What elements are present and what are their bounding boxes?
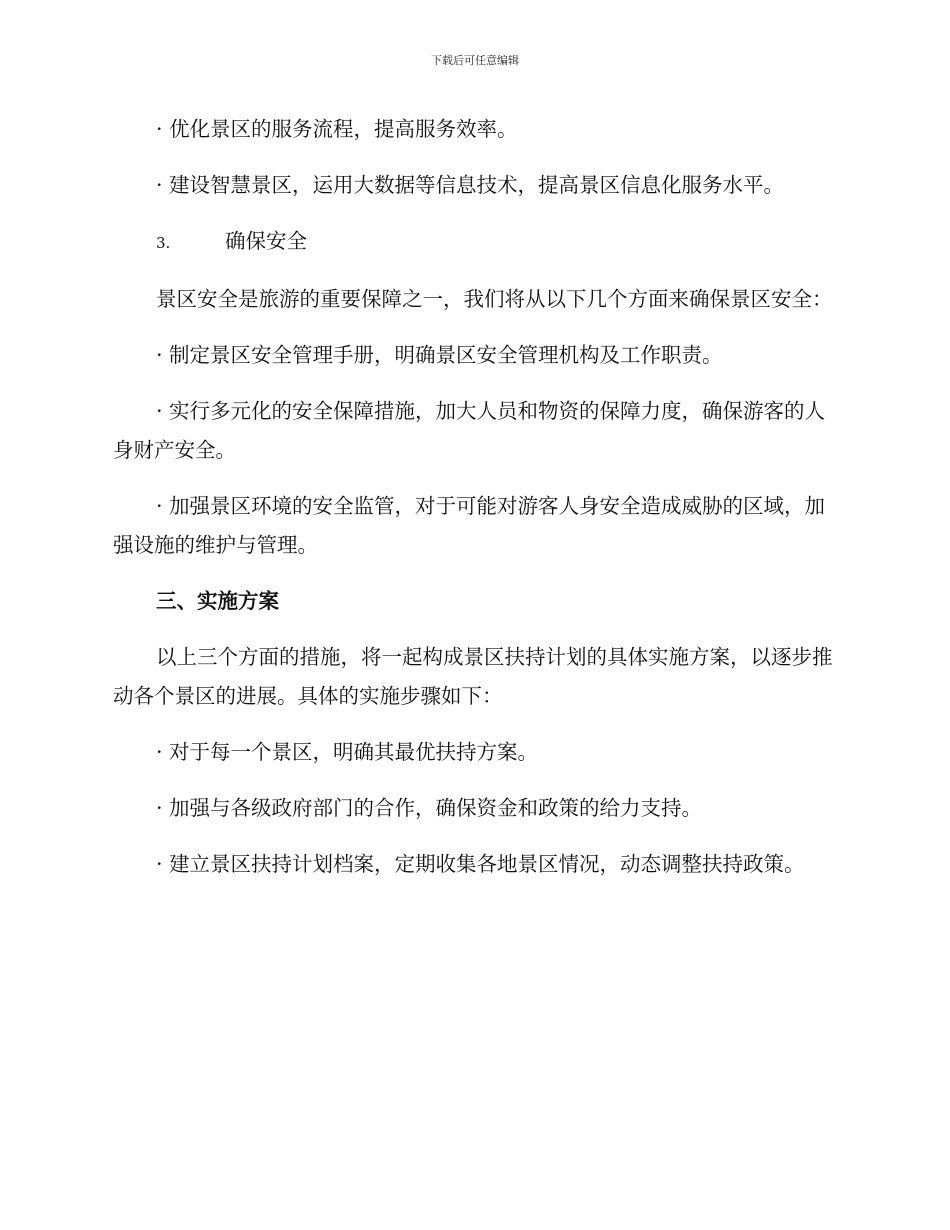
bullet-safety-measures: · 实行多元化的安全保障措施，加大人员和物资的保障力度，确保游客的人身财产安全。 [113,399,826,462]
implementation-heading: 三、实施方案 [156,589,279,613]
page-header: 下载后可任意编辑 [431,54,519,67]
bullet-optimize-service: · 优化景区的服务流程，提高服务效率。 [156,117,518,141]
paragraph-implementation-intro: 以上三个方面的措施，将一起构成景区扶持计划的具体实施方案，以逐步推动各个景区的进展。具体的实施步骤如下： [113,645,833,708]
section-3-number: 3. [156,234,171,252]
bullet-safety-supervision: · 加强景区环境的安全监管，对于可能对游客人身安全造成威胁的区域，加强设施的维护与管理。 [113,494,826,557]
document-body [113,110,833,901]
paragraph-safety-intro: 景区安全是旅游的重要保障之一，我们将从以下几个方面来确保景区安全： [156,287,833,311]
section-3-heading [113,222,833,263]
bullet-government-cooperation: · 加强与各级政府部门的合作，确保资金和政策的给力支持。 [156,796,703,820]
bullet-archive: · 建立景区扶持计划档案，定期收集各地景区情况，动态调整扶持政策。 [156,852,805,876]
bullet-smart-scenic: · 建设智慧景区，运用大数据等信息技术，提高景区信息化服务水平。 [156,173,785,197]
section-3-title: 确保安全 [225,229,307,253]
bullet-safety-manual: · 制定景区安全管理手册，明确景区安全管理机构及工作职责。 [156,343,723,367]
bullet-best-plan: · 对于每一个景区，明确其最优扶持方案。 [156,740,539,764]
